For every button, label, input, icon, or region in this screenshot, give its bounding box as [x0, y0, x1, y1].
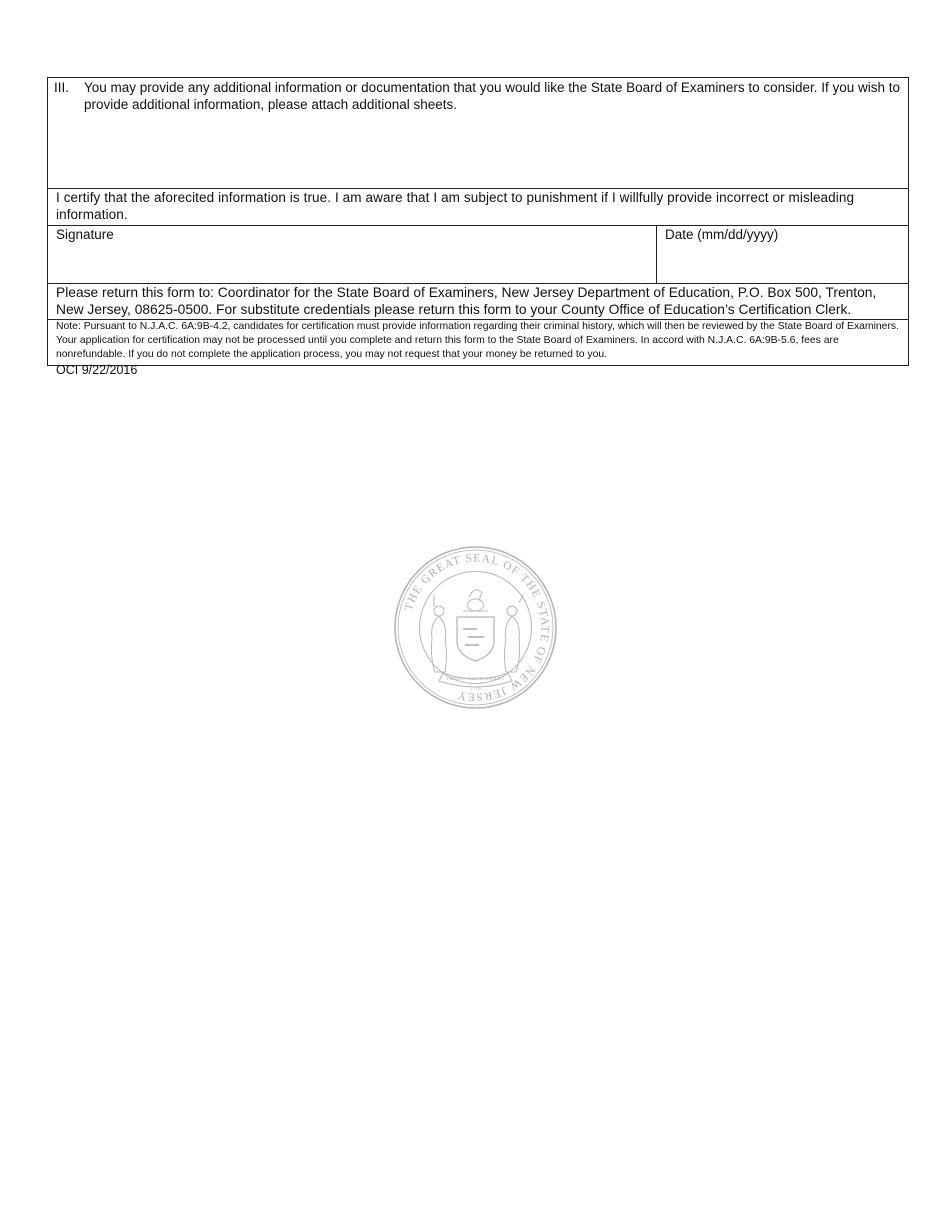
- application-form-table: [47, 77, 909, 366]
- legal-note: Note: Pursuant to N.J.A.C. 6A:9B-4.2, candidates for certification must provide information regarding their criminal history, which will then be reviewed by the State Board of Examiners. Your application for certification may not be processed until you complete and return this form to the State Board of Examiners. In accord with N.J.A.C. 6A:9B-5.6, fees are nonrefundable. If you do not complete the application process, you may not request that your money be returned to you.: [56, 321, 899, 360]
- signature-label: Signature: [56, 227, 114, 242]
- certification-statement: I certify that the aforecited information is true. I am aware that I am subject to punishment if I willfully provide incorrect or misleading information.: [48, 189, 908, 226]
- date-label: Date (mm/dd/yyyy): [665, 227, 779, 242]
- return-instructions: Please return this form to: Coordinator for the State Board of Examiners, New Jersey Department of Education, P.O. Box 500, Trenton, New Jersey, 08625-0500. For substitute credentials please return this form to your County Office of Education’s Certification Clerk.: [48, 284, 908, 320]
- form-revision-id: OCI 9/22/2016: [56, 363, 138, 377]
- nj-state-seal-icon: [393, 545, 558, 710]
- seal-year: 1776: [470, 687, 481, 692]
- section-iii-text: You may provide any additional information or documentation that you would like the State Board of Examiners to consider. If you wish to provide additional information, please attach additional sheets.: [84, 80, 900, 112]
- section-iii: [48, 78, 908, 189]
- section-number: III.: [54, 80, 70, 95]
- date-field[interactable]: [657, 226, 908, 283]
- signature-row: [48, 226, 908, 284]
- svg-text:THE GREAT SEAL OF THE STATE OF: THE GREAT SEAL OF THE STATE OF NEW JERSEY: [402, 552, 551, 703]
- signature-field[interactable]: [48, 226, 657, 283]
- seal-motto: LIBERTY AND PROSPERITY: [446, 676, 505, 681]
